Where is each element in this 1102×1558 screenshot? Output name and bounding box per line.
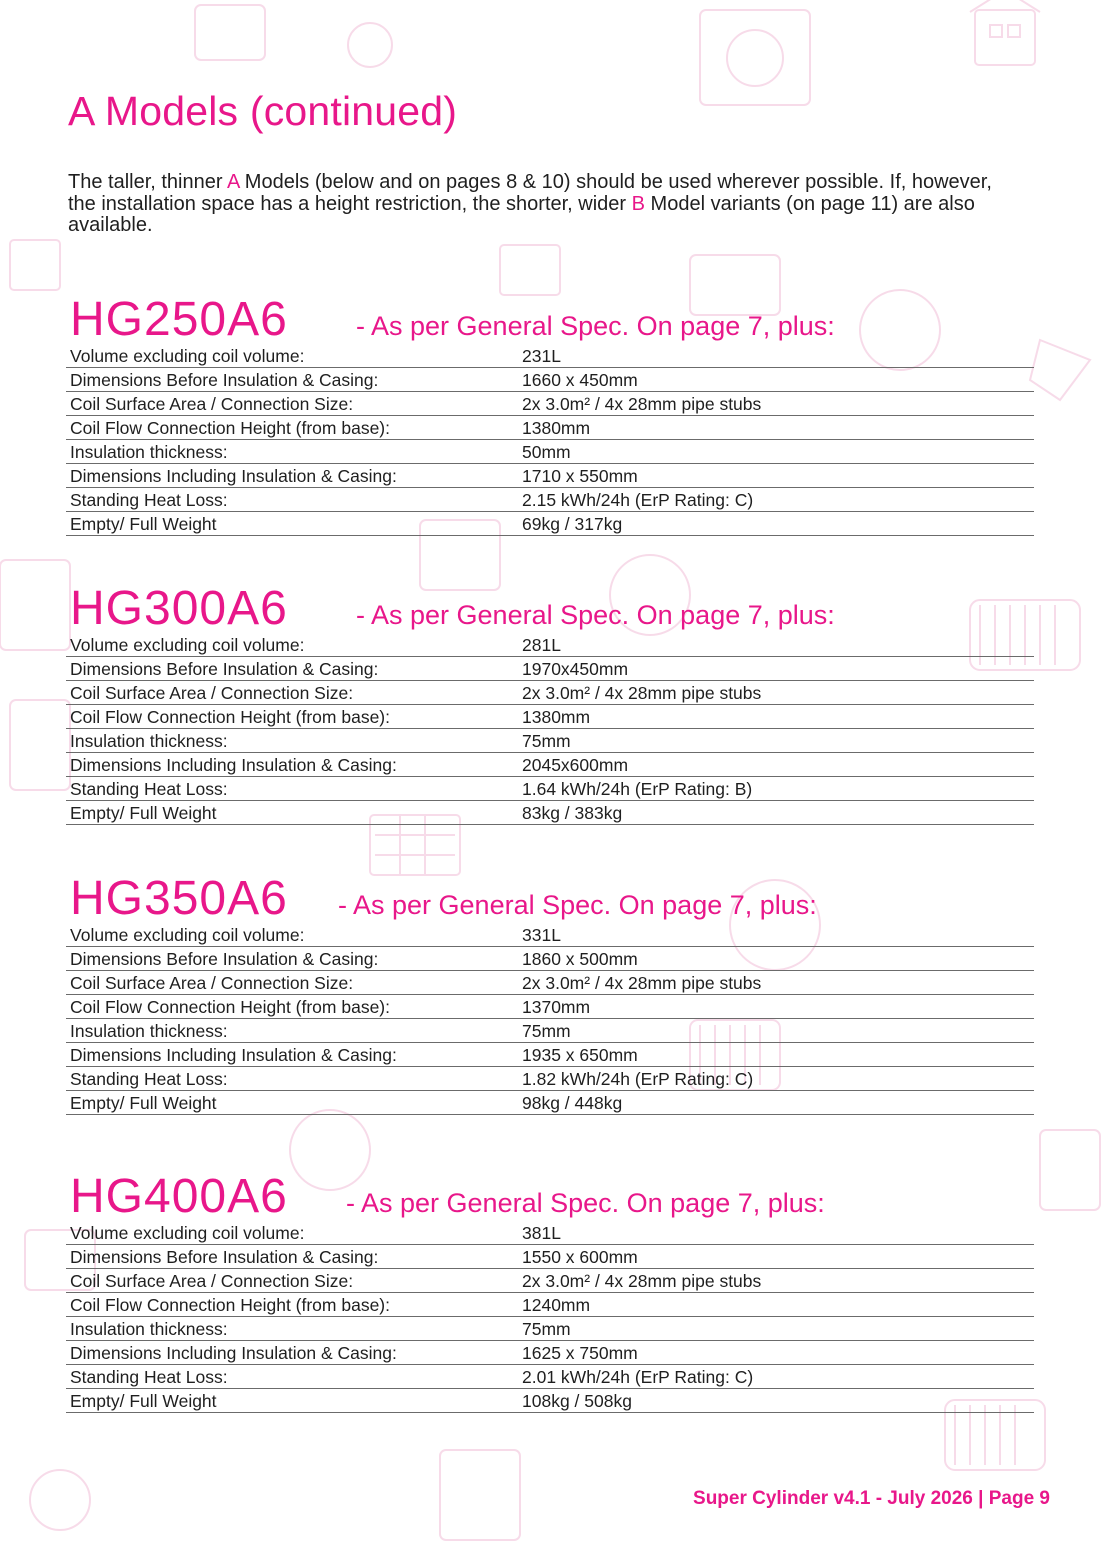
spec-label: Dimensions Before Insulation & Casing:	[70, 949, 379, 969]
spec-label: Coil Surface Area / Connection Size:	[70, 1271, 354, 1291]
spec-value: 331L	[522, 925, 561, 945]
spec-label: Insulation thickness:	[70, 731, 228, 751]
spec-row	[66, 1389, 1034, 1413]
spec-row	[66, 512, 1034, 536]
model-section	[66, 282, 1034, 536]
spec-label: Coil Surface Area / Connection Size:	[70, 683, 354, 703]
spec-value: 75mm	[522, 731, 571, 751]
spec-value: 2x 3.0m² / 4x 28mm pipe stubs	[522, 683, 762, 703]
spec-row	[66, 633, 1034, 657]
spec-row	[66, 705, 1034, 729]
page-title: A Models (continued)	[68, 88, 458, 134]
spec-label: Dimensions Including Insulation & Casing:	[70, 755, 397, 775]
spec-label: Volume excluding coil volume:	[70, 346, 305, 366]
b-model-label: B	[631, 192, 645, 215]
spec-value: 75mm	[522, 1319, 571, 1339]
spec-value: 1550 x 600mm	[522, 1247, 638, 1267]
spec-label: Empty/ Full Weight	[70, 514, 217, 534]
spec-value: 1380mm	[522, 707, 591, 727]
spec-label: Volume excluding coil volume:	[70, 1223, 305, 1243]
spec-label: Dimensions Including Insulation & Casing:	[70, 466, 397, 486]
spec-label: Dimensions Including Insulation & Casing:	[70, 1343, 397, 1363]
spec-value: 108kg / 508kg	[522, 1391, 632, 1411]
model-header	[66, 861, 1034, 923]
spec-label: Standing Heat Loss:	[70, 490, 228, 510]
spec-value: 1380mm	[522, 418, 591, 438]
spec-row	[66, 1091, 1034, 1115]
intro-text-1: The taller, thinner	[68, 171, 227, 193]
spec-label: Insulation thickness:	[70, 1319, 228, 1339]
spec-value: 50mm	[522, 442, 571, 462]
spec-row	[66, 464, 1034, 488]
spec-row	[66, 995, 1034, 1019]
spec-value: 83kg / 383kg	[522, 803, 623, 823]
spec-table	[66, 1221, 1034, 1413]
spec-value: 2045x600mm	[522, 755, 629, 775]
page-footer: Super Cylinder v4.1 - July 2026 | Page 9	[693, 1488, 1050, 1509]
spec-label: Insulation thickness:	[70, 442, 228, 462]
spec-label: Coil Flow Connection Height (from base):	[70, 707, 390, 727]
spec-value: 1970x450mm	[522, 659, 629, 679]
model-name: HG250A6	[70, 293, 288, 346]
model-section	[66, 861, 1034, 1115]
spec-row	[66, 1067, 1034, 1091]
spec-value: 381L	[522, 1223, 561, 1243]
spec-value: 2x 3.0m² / 4x 28mm pipe stubs	[522, 394, 762, 414]
spec-table	[66, 633, 1034, 825]
spec-row	[66, 729, 1034, 753]
spec-table	[66, 923, 1034, 1115]
a-model-label: A	[226, 171, 240, 193]
spec-label: Dimensions Before Insulation & Casing:	[70, 370, 379, 390]
model-spec-note: - As per General Spec. On page 7, plus:	[346, 1188, 825, 1218]
spec-row	[66, 1317, 1034, 1341]
intro-text-3: Model variants (on page 11) are also available.	[68, 192, 975, 236]
spec-row	[66, 1365, 1034, 1389]
spec-row	[66, 923, 1034, 947]
spec-value: 1240mm	[522, 1295, 591, 1315]
model-name: HG400A6	[70, 1170, 288, 1223]
spec-value: 2.01 kWh/24h (ErP Rating: C)	[522, 1367, 754, 1387]
spec-row	[66, 971, 1034, 995]
spec-label: Coil Flow Connection Height (from base):	[70, 1295, 390, 1315]
spec-row	[66, 801, 1034, 825]
model-spec-note: - As per General Spec. On page 7, plus:	[356, 600, 835, 630]
spec-row	[66, 1341, 1034, 1365]
intro-text-2: Models (below and on pages 8 & 10) should be used wherever possible. If, however, the installation space has a height restriction, the shorter, wider	[68, 171, 992, 215]
spec-label: Standing Heat Loss:	[70, 1069, 228, 1089]
spec-row	[66, 947, 1034, 971]
spec-row	[66, 1245, 1034, 1269]
spec-value: 2x 3.0m² / 4x 28mm pipe stubs	[522, 1271, 762, 1291]
spec-row	[66, 1019, 1034, 1043]
spec-row	[66, 440, 1034, 464]
spec-value: 231L	[522, 346, 561, 366]
spec-value: 1935 x 650mm	[522, 1045, 638, 1065]
spec-row	[66, 657, 1034, 681]
spec-row	[66, 681, 1034, 705]
spec-label: Coil Flow Connection Height (from base):	[70, 418, 390, 438]
spec-table	[66, 344, 1034, 536]
spec-label: Volume excluding coil volume:	[70, 925, 305, 945]
intro-paragraph	[68, 172, 1008, 237]
spec-label: Coil Surface Area / Connection Size:	[70, 973, 354, 993]
spec-value: 1860 x 500mm	[522, 949, 638, 969]
spec-value: 1.64 kWh/24h (ErP Rating: B)	[522, 779, 753, 799]
spec-row	[66, 1293, 1034, 1317]
model-name: HG300A6	[70, 582, 288, 635]
model-spec-note: - As per General Spec. On page 7, plus:	[356, 311, 835, 341]
model-section	[66, 571, 1034, 825]
spec-label: Standing Heat Loss:	[70, 1367, 228, 1387]
spec-value: 1.82 kWh/24h (ErP Rating: C)	[522, 1069, 754, 1089]
model-header	[66, 282, 1034, 344]
spec-row	[66, 392, 1034, 416]
spec-value: 2x 3.0m² / 4x 28mm pipe stubs	[522, 973, 762, 993]
spec-row	[66, 368, 1034, 392]
spec-value: 281L	[522, 635, 561, 655]
spec-value: 2.15 kWh/24h (ErP Rating: C)	[522, 490, 754, 510]
spec-label: Coil Surface Area / Connection Size:	[70, 394, 354, 414]
spec-row	[66, 1269, 1034, 1293]
spec-row	[66, 488, 1034, 512]
spec-row	[66, 416, 1034, 440]
spec-label: Standing Heat Loss:	[70, 779, 228, 799]
spec-label: Dimensions Before Insulation & Casing:	[70, 659, 379, 679]
spec-value: 1370mm	[522, 997, 591, 1017]
spec-value: 1710 x 550mm	[522, 466, 638, 486]
model-header	[66, 571, 1034, 633]
spec-value: 69kg / 317kg	[522, 514, 623, 534]
model-spec-note: - As per General Spec. On page 7, plus:	[338, 890, 817, 920]
spec-label: Dimensions Before Insulation & Casing:	[70, 1247, 379, 1267]
spec-row	[66, 753, 1034, 777]
spec-label: Empty/ Full Weight	[70, 1391, 217, 1411]
spec-row	[66, 1043, 1034, 1067]
model-header	[66, 1159, 1034, 1221]
spec-value: 1660 x 450mm	[522, 370, 638, 390]
model-name: HG350A6	[70, 872, 288, 925]
spec-row	[66, 344, 1034, 368]
spec-label: Volume excluding coil volume:	[70, 635, 305, 655]
spec-label: Empty/ Full Weight	[70, 803, 217, 823]
model-section	[66, 1159, 1034, 1413]
spec-value: 98kg / 448kg	[522, 1093, 623, 1113]
spec-value: 1625 x 750mm	[522, 1343, 638, 1363]
spec-label: Coil Flow Connection Height (from base):	[70, 997, 390, 1017]
spec-label: Dimensions Including Insulation & Casing:	[70, 1045, 397, 1065]
spec-row	[66, 1221, 1034, 1245]
spec-value: 75mm	[522, 1021, 571, 1041]
spec-row	[66, 777, 1034, 801]
spec-label: Insulation thickness:	[70, 1021, 228, 1041]
spec-label: Empty/ Full Weight	[70, 1093, 217, 1113]
